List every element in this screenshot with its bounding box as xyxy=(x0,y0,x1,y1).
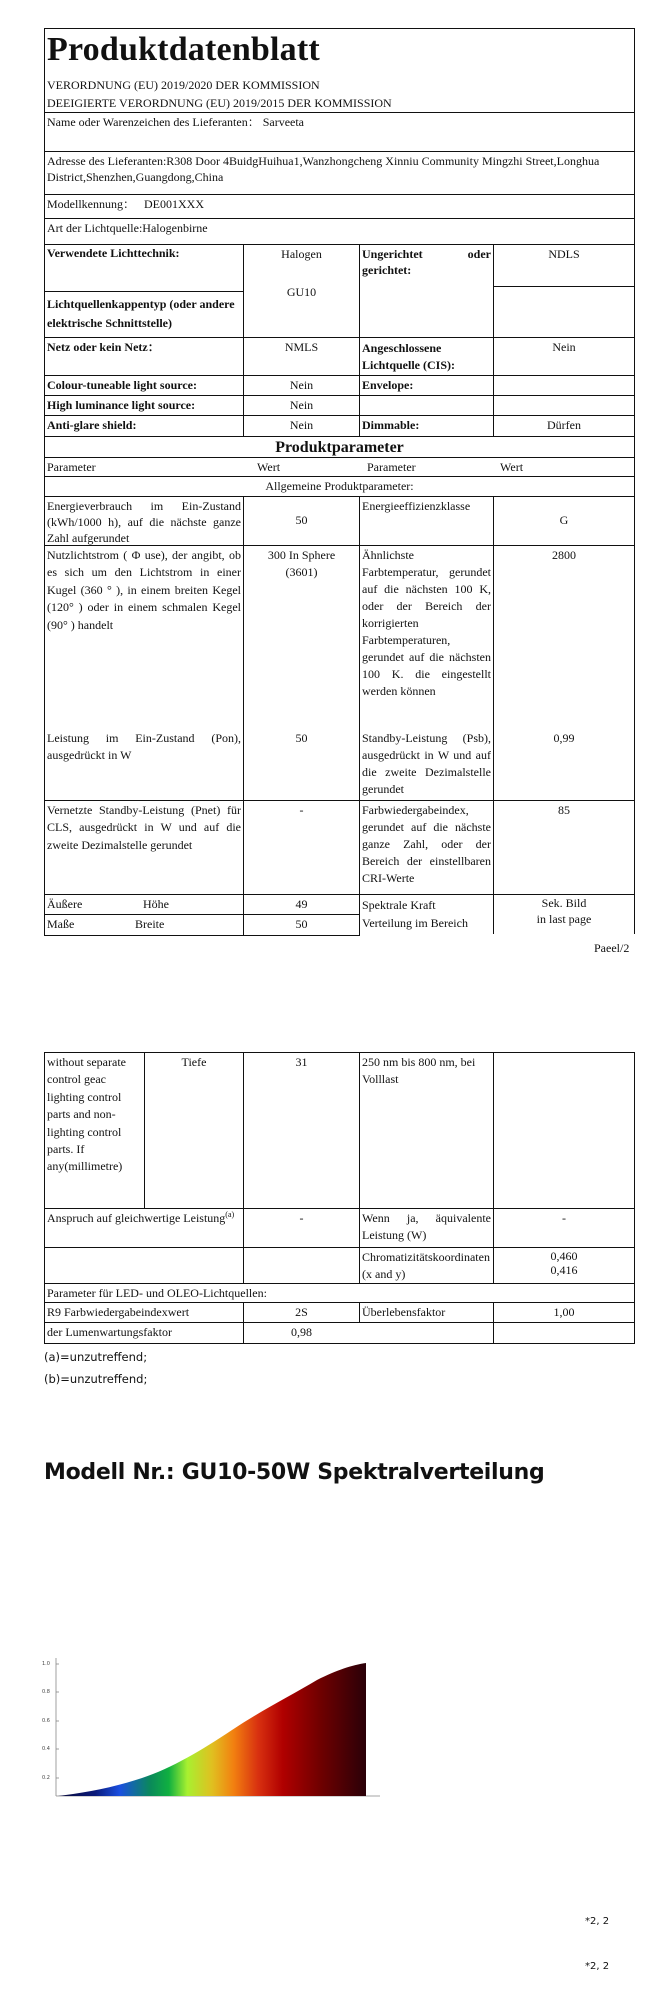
light-source-type: Art der Lichtquelle:Halogenbirne xyxy=(47,221,208,235)
width-value: 50 xyxy=(243,914,360,936)
equiv-label: Anspruch auf gleichwertige Leistung$^{(a)}$ xyxy=(44,1208,244,1248)
envelope-value xyxy=(493,375,635,396)
chroma-label: Chromatizitätskoordinaten (x and y) xyxy=(359,1247,494,1284)
cis-value: Nein xyxy=(493,337,635,376)
cap-label: Lichtquellenkappentyp (oder andere elektrische Schnittstelle) xyxy=(44,291,244,338)
pon-value: 50 xyxy=(295,731,308,745)
flux-pon-value-cell xyxy=(243,545,360,801)
height-label: Höhe xyxy=(143,897,169,911)
general-params-heading: Allgemeine Produktparameter: xyxy=(44,476,635,497)
pnet-value: - xyxy=(243,800,360,895)
light-source-type-row xyxy=(44,218,635,245)
y-tick-0.8: 0.8 xyxy=(42,1689,50,1695)
dims-width-label: Maße Breite xyxy=(44,914,244,936)
cct-label: Ähnlichste Farbtemperatur, gerundet auf die nächsten 100 K, oder der Bereich der korrigierten Farbtemperaturen, gerundet auf die nächsten 100 K. die eingestellt werden können xyxy=(362,548,491,699)
survival-label: Überlebensfaktor xyxy=(359,1302,494,1323)
empty-cell xyxy=(359,395,494,416)
flux-value: 300 In Sphere (3601) xyxy=(267,548,336,579)
mains-value: NMLS xyxy=(243,337,360,376)
page-marker-2: *2, 2 xyxy=(585,1961,610,1972)
directional-value-empty xyxy=(493,286,635,338)
depth-value: 31 xyxy=(243,1052,360,1209)
regulation-line-1: VERORDNUNG (EU) 2019/2020 DER KOMMISSION xyxy=(47,78,320,92)
spd-label-top: Spektrale Kraft Verteilung im Bereich xyxy=(359,894,494,934)
supplier-name-label: Name oder Warenzeichen des Lieferanten： xyxy=(47,115,260,129)
cct-psb-label-cell xyxy=(359,545,494,801)
dims-note: without separate control geac lighting control parts and non-lighting control parts. If any(millimetre) xyxy=(44,1052,145,1209)
spectrum-chart-svg xyxy=(42,1650,382,1815)
lumen-value: 0,98 xyxy=(243,1322,494,1344)
empty-cell xyxy=(493,1322,635,1344)
empty-cell xyxy=(493,395,635,416)
regulation-line-2: DEEIGIERTE VERORDNUNG (EU) 2019/2015 DER KOMMISSION xyxy=(47,96,392,110)
survival-value: 1,00 xyxy=(493,1302,635,1323)
equiv-w-label: Wenn ja, äquivalente Leistung (W) xyxy=(359,1208,494,1248)
chroma-x: 0,460 xyxy=(550,1249,578,1263)
r9-label: R9 Farbwiedergabeindexwert xyxy=(44,1302,244,1323)
cis-label: Angeschlossene Lichtquelle (CIS): xyxy=(359,337,494,376)
col-header-value-2: Wert xyxy=(500,460,524,474)
efficiency-class-label: Energieeffizienzklasse xyxy=(359,496,494,546)
y-tick-0.6: 0.6 xyxy=(42,1718,50,1724)
equiv-footnote-ref: (a) xyxy=(225,1210,235,1219)
equiv-w-value: - xyxy=(493,1208,635,1248)
spd-value-bottom xyxy=(493,1052,635,1209)
cap-value: GU10 xyxy=(286,285,317,300)
model-value: DE001XXX xyxy=(144,197,204,211)
page-marker-1: *2, 2 xyxy=(585,1916,610,1927)
spectrum-chart xyxy=(42,1650,382,1815)
lumen-label: der Lumenwartungsfaktor xyxy=(44,1322,244,1344)
supplier-address-row xyxy=(44,151,635,195)
col-header-value-1: Wert xyxy=(257,460,281,474)
flux-pon-label-cell xyxy=(44,545,244,801)
params-column-headers xyxy=(44,457,635,477)
efficiency-class-value: G xyxy=(493,496,635,546)
document-header xyxy=(44,28,635,112)
height-value: 49 xyxy=(243,894,360,915)
cct-value: 2800 xyxy=(552,548,576,562)
technik-label: Verwendete Lichttechnik: xyxy=(44,244,244,292)
width-label: Breite xyxy=(135,917,165,931)
envelope-label: Envelope: xyxy=(359,375,494,396)
footnote-b: (b)=unzutreffend; xyxy=(44,1372,148,1386)
empty-cell xyxy=(243,1247,360,1284)
directional-value: NDLS xyxy=(493,244,635,287)
equiv-value: - xyxy=(243,1208,360,1248)
depth-label: Tiefe xyxy=(144,1052,244,1209)
dimmable-value: Dürfen xyxy=(493,415,635,437)
supplier-address: Adresse des Lieferanten:R308 Door 4BuidgHuihua1,Wanzhongcheng Xinniu Community Mingzhi Street,Longhua District,Shenzhen,Guangdong,China xyxy=(47,154,600,185)
spd-label-bottom: 250 nm bis 800 nm, bei Volllast xyxy=(359,1052,494,1209)
spectrum-title: Modell Nr.: GU10-50W Spektralverteilung xyxy=(44,1460,545,1485)
supplier-name-value: Sarveeta xyxy=(262,115,305,129)
product-parameters-heading: Produktparameter xyxy=(44,436,635,458)
empty-cell xyxy=(44,1247,244,1284)
directional-label: Ungerichtet oder gerichtet: xyxy=(359,244,494,338)
chroma-y: 0,416 xyxy=(550,1263,578,1278)
model-row xyxy=(44,194,635,219)
footnote-a: (a)=unzutreffend; xyxy=(44,1350,148,1364)
anti-glare-label: Anti-glare shield: xyxy=(44,415,244,437)
pon-label: Leistung im Ein-Zustand (Pon), ausgedrückt in W xyxy=(47,731,241,763)
mains-label: Netz oder kein Netz： xyxy=(44,337,244,376)
cct-psb-value-cell xyxy=(493,545,635,801)
pnet-label: Vernetzte Standby-Leistung (Pnet) für CLS, ausgedrückt in W und auf die zweite Dezimalstelle gerundet xyxy=(44,800,244,895)
high-luminance-value: Nein xyxy=(243,395,360,416)
y-tick-0.4: 0.4 xyxy=(42,1746,50,1752)
flux-label: Nutzlichtstrom ( Φ use), der angibt, ob es sich um den Lichtstrom in einer Kugel (360 ° ), in einem breiten Kegel (120° ) oder in einem schmalen Kegel (90° ) handelt xyxy=(47,548,241,632)
high-luminance-label: High luminance light source: xyxy=(44,395,244,416)
colour-tuneable-value: Nein xyxy=(243,375,360,396)
chroma-value xyxy=(493,1247,635,1284)
colour-tuneable-label: Colour-tuneable light source: xyxy=(44,375,244,396)
outer-height-label: Äußere Höhe xyxy=(44,894,244,915)
led-params-heading: Parameter für LED- und OLEO-Lichtquellen: xyxy=(44,1283,635,1303)
model-label: Modellkennung： xyxy=(47,197,135,211)
psb-value: 0,99 xyxy=(553,731,575,745)
r9-value: 2S xyxy=(243,1302,360,1323)
page-title: Produktdatenblatt xyxy=(47,31,320,68)
cri-value: 85 xyxy=(493,800,635,895)
spd-value-top: Sek. Bild in last page xyxy=(493,894,635,934)
psb-label: Standby-Leistung (Psb), ausgedrückt in W und auf die zweite Dezimalstelle gerundet xyxy=(362,731,491,797)
cri-label: Farbwiedergabeindex, gerundet auf die nächste ganze Zahl, oder der Bereich der einstellbaren CRI-Werte xyxy=(359,800,494,895)
y-tick-1.0: 1.0 xyxy=(42,1661,50,1667)
page-marker: Paeel/2 xyxy=(594,941,630,955)
supplier-name-row xyxy=(44,112,635,152)
col-header-parameter-2: Parameter xyxy=(367,460,416,474)
technik-value: Halogen xyxy=(281,247,322,261)
energy-label: Energieverbrauch im Ein-Zustand (kWh/1000 h), auf die nächste ganze Zahl aufgerundet xyxy=(44,496,244,546)
energy-value: 50 xyxy=(243,496,360,546)
anti-glare-value: Nein xyxy=(243,415,360,437)
y-tick-0.2: 0.2 xyxy=(42,1775,50,1781)
dimmable-label: Dimmable: xyxy=(359,415,494,437)
technik-cap-values xyxy=(243,244,360,338)
col-header-parameter-1: Parameter xyxy=(47,460,96,474)
